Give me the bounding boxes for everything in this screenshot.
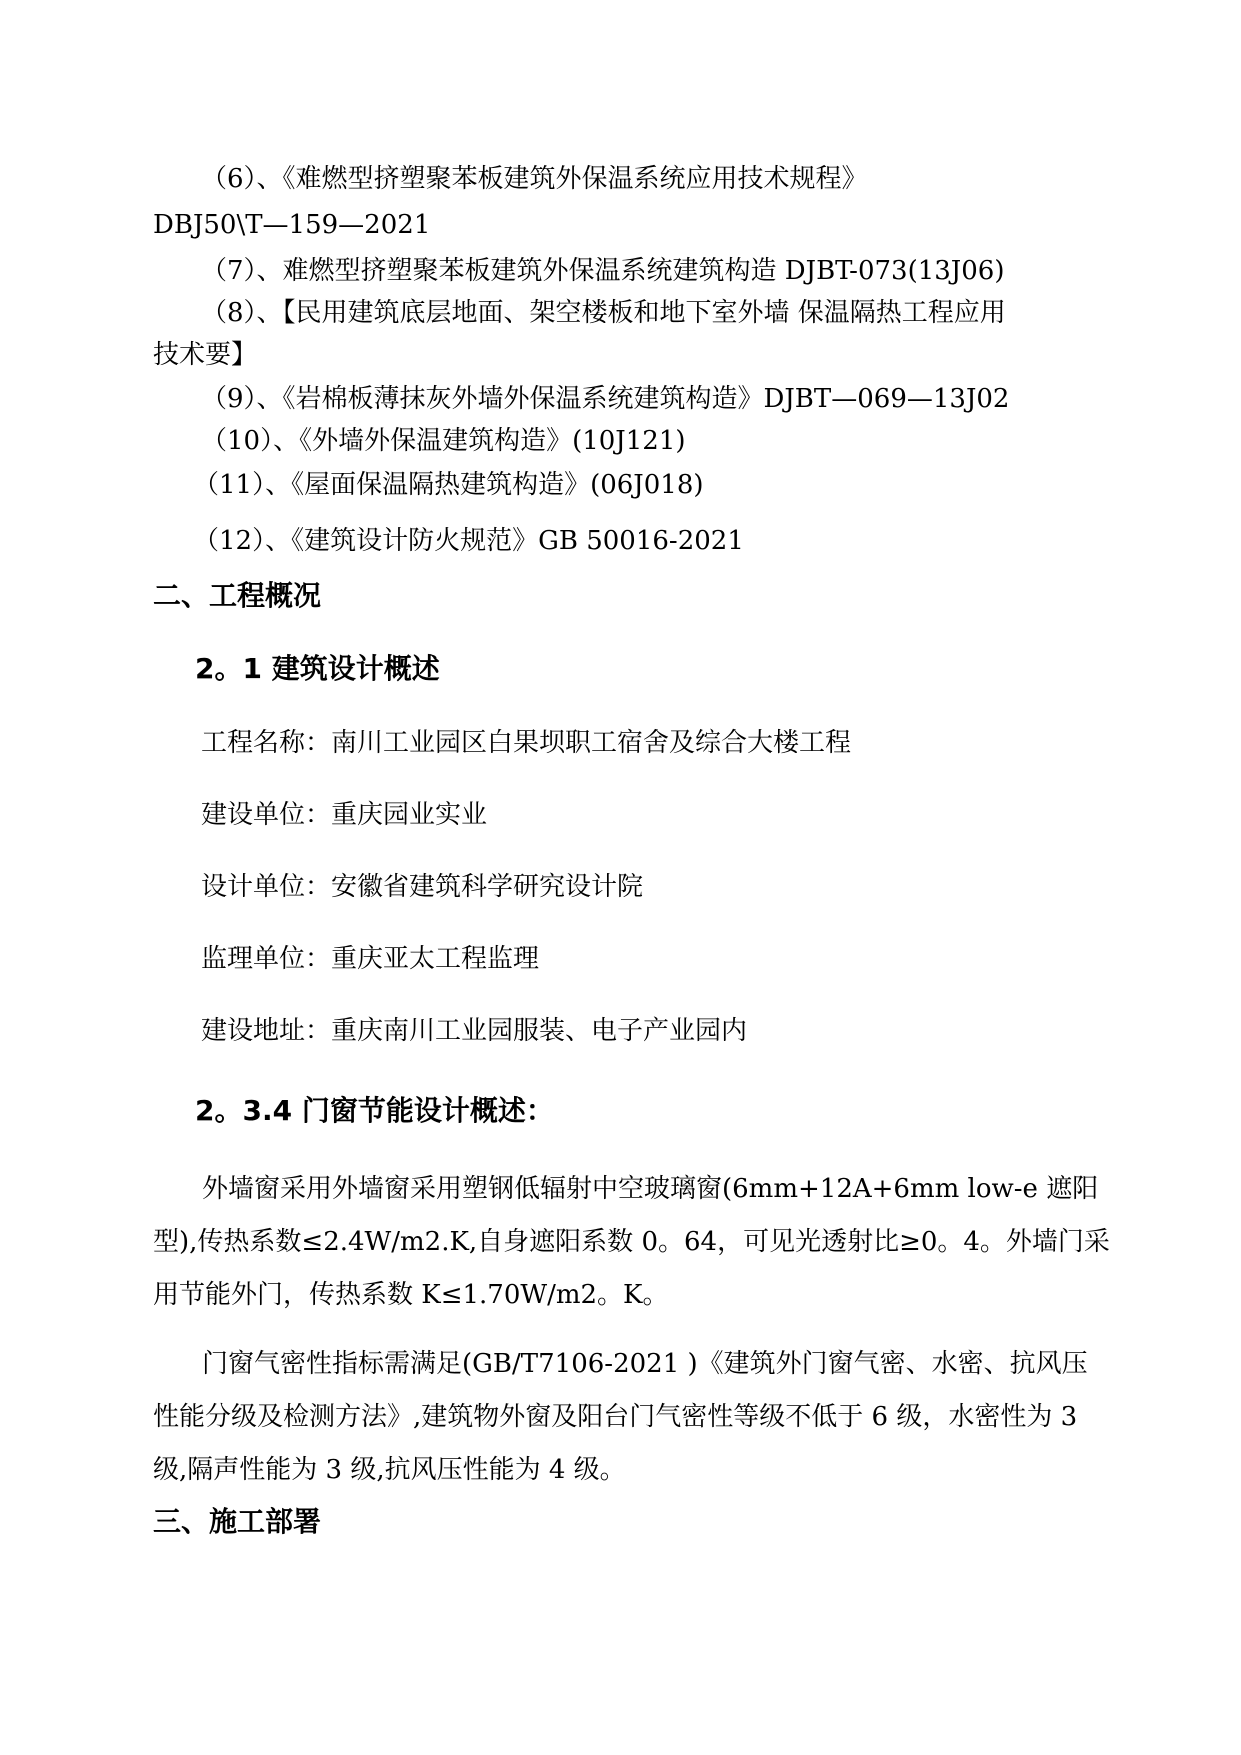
section-heading-2: 二、工程概况 xyxy=(153,579,322,612)
ref-item-12: （12）、《建筑设计防火规范》GB 50016-2021 xyxy=(193,526,744,556)
ref-item-8: （8）、【民用建筑底层地面、架空楼板和地下室外墙 保温隔热工程应用 xyxy=(201,298,1006,328)
ref-item-10: （10）、《外墙外保温建筑构造》(10J121) xyxy=(201,426,686,456)
supervision-unit: 监理单位：重庆亚太工程监理 xyxy=(201,944,540,974)
ref-item-7: （7）、难燃型挤塑聚苯板建筑外保温系统建筑构造 DJBT-073(13J06) xyxy=(201,256,1005,286)
construction-address: 建设地址：重庆南川工业园服装、电子产业园内 xyxy=(201,1016,748,1046)
ref-item-6-cont: DBJ50\T—159—2021 xyxy=(153,210,431,240)
paragraph-airtightness: 门窗气密性指标需满足(GB/T7106-2021 )《建筑外门窗气密、水密、抗风压性能分级及检测方法》,建筑物外窗及阳台门气密性等级不低于 6 级，水密性为 3 级,隔声性能为 3 级,抗风压性能为 4 级。 xyxy=(153,1349,1088,1485)
subsection-heading-2-1: 2。1 建筑设计概述 xyxy=(195,652,440,685)
ref-item-9: （9）、《岩棉板薄抹灰外墙外保温系统建筑构造》DJBT—069—13J02 xyxy=(201,384,1010,414)
subsection-heading-2-3-4: 2。3.4 门窗节能设计概述： xyxy=(195,1094,554,1127)
ref-item-6: （6）、《难燃型挤塑聚苯板建筑外保温系统应用技术规程》 xyxy=(201,164,868,194)
ref-item-11: （11）、《屋面保温隔热建筑构造》(06J018) xyxy=(193,470,704,500)
section-heading-3: 三、施工部署 xyxy=(153,1505,322,1538)
design-unit: 设计单位：安徽省建筑科学研究设计院 xyxy=(201,872,644,902)
ref-item-8-cont: 技术要】 xyxy=(153,340,258,370)
project-name: 工程名称：南川工业园区白果坝职工宿舍及综合大楼工程 xyxy=(201,728,852,758)
construction-unit: 建设单位：重庆园业实业 xyxy=(201,800,488,830)
paragraph-window-spec: 外墙窗采用外墙窗采用塑钢低辐射中空玻璃窗(6mm+12A+6mm low-e 遮阳型),传热系数≤2.4W/m2.K,自身遮阳系数 0。64，可见光透射比≥0。4。外墙门采用节能外门，传热系数 K≤1.70W/m2。K。 xyxy=(153,1174,1110,1310)
